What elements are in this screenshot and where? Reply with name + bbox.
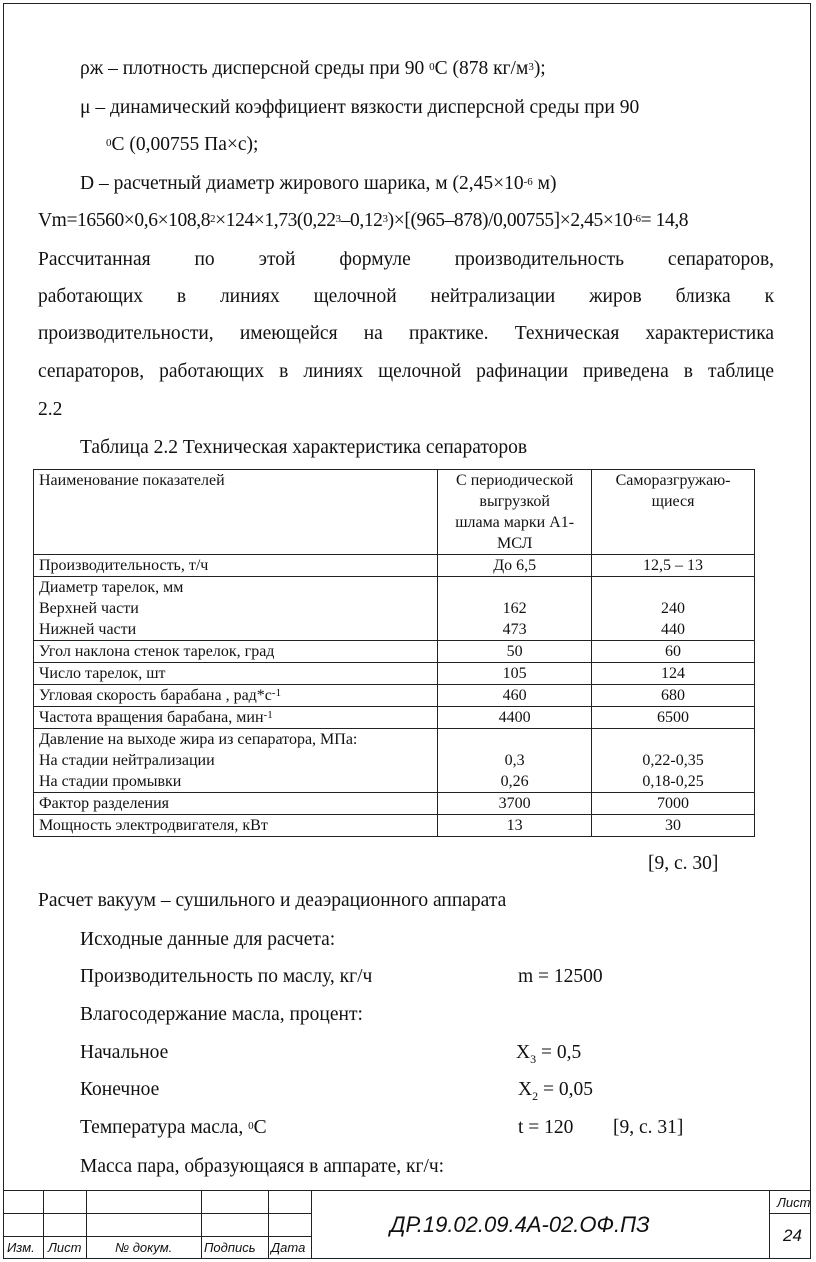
header-cell xyxy=(438,470,592,555)
table-row xyxy=(34,663,755,685)
table-cell-line: 7000 xyxy=(657,795,690,812)
productivity-value: m = 12500 xyxy=(518,966,603,987)
table-cell-line: Производительность, т/ч xyxy=(39,557,209,574)
table-cell-line xyxy=(443,729,586,750)
table-cell-line: 30 xyxy=(665,817,682,834)
steam-mass-label: Масса пара, образующаяся в аппарате, кг/ч: xyxy=(80,1156,445,1177)
moisture-label: Влагосодержание масла, процент: xyxy=(80,1004,363,1025)
table-cell-line: 3700 xyxy=(498,795,531,812)
paragraph-last: 2.2 xyxy=(38,399,63,420)
table-cell-line: 473 xyxy=(502,621,527,638)
table-cell-line: 105 xyxy=(502,665,527,682)
table-cell-line: 0,18-0,25 xyxy=(642,773,704,790)
date-label: Дата xyxy=(271,1240,306,1255)
table-cell-line: 60 xyxy=(665,643,682,660)
table-row xyxy=(34,641,755,663)
table-cell-line: щиеся xyxy=(651,493,695,510)
table-cell-line: Угловая скорость барабана , $рад*с^{-1}$ xyxy=(39,687,282,704)
table-cell-line xyxy=(597,729,749,750)
table-cell-line: Нижней части xyxy=(39,621,137,638)
table-cell-line: 124 xyxy=(661,665,686,682)
table-cell-line: Саморазгружаю- xyxy=(615,472,731,489)
table-cell-line: Число тарелок, шт xyxy=(39,665,166,682)
table-cell-line: 6500 xyxy=(657,709,690,726)
temperature-label: Температура масла, $^0$С xyxy=(80,1117,267,1138)
table-cell-line: 0,3 xyxy=(504,752,525,769)
table-cell-line: Фактор разделения xyxy=(39,795,170,812)
document-code: ДР.19.02.09.4А-02.ОФ.ПЗ xyxy=(390,1212,650,1237)
doc-number-label: № докум. xyxy=(115,1240,173,1255)
table-row xyxy=(34,707,755,729)
rho-line: ρж – плотность дисперсной среды при 90 $^0$С (878 $кг/м^3$); xyxy=(80,58,546,79)
end-label: Конечное xyxy=(80,1079,160,1100)
table-cell-line: 13 xyxy=(506,817,523,834)
table-cell-line: Мощность электродвигателя, кВт xyxy=(39,817,268,834)
table-cell-line xyxy=(443,577,586,598)
paragraph-line: сепараторов, работающих в линиях щелочной рафинации приведена в таблице xyxy=(38,361,775,382)
table-cell-line: 680 xyxy=(661,687,686,704)
paragraph-line: производительности, имеющейся на практике. Техническая характеристика xyxy=(38,323,775,344)
section-title: Расчет вакуум – сушильного и деаэрационного аппарата xyxy=(38,890,507,911)
start-value: $X_3 = 0,5$ xyxy=(516,1042,582,1066)
paragraph-line: Рассчитанная по этой формуле производительность сепараторов, xyxy=(38,249,775,270)
temperature-value: t = 120 xyxy=(518,1117,574,1138)
table-cell-line: 4400 xyxy=(498,709,531,726)
vm-formula: $Vm=16560\times 0,6\times 108,8^2\times 124\times 1,73(0,22^3-0,12^3)\times[(965-878)/0,00755]\times 2,45\times 10^{-6}= 14,8$ xyxy=(38,210,689,231)
table-cell-line: 0,22-0,35 xyxy=(642,752,704,769)
izm-label: Изм. xyxy=(7,1240,35,1255)
header-cell xyxy=(592,470,755,555)
table-row xyxy=(34,685,755,707)
initial-data-label: Исходные данные для расчета: xyxy=(80,929,336,950)
table-reference: [9, с. 30] xyxy=(648,853,719,874)
table-row xyxy=(34,815,755,837)
table-cell-line: Диаметр тарелок, мм xyxy=(39,579,184,596)
table-cell-line: Угол наклона стенок тарелок, град xyxy=(39,643,275,660)
header-cell: Наименование показателей xyxy=(34,470,438,555)
list-label: Лист xyxy=(48,1240,82,1255)
signature-label: Подпись xyxy=(204,1240,256,1255)
table-cell-line: 460 xyxy=(502,687,527,704)
table-cell-line: 50 xyxy=(506,643,523,660)
table-cell-line: МСЛ xyxy=(496,535,533,552)
table-cell-line: шлама марки А1- xyxy=(455,514,575,531)
diameter-line: D – расчетный диаметр жирового шарика, м ($2,45\times 10^{-6}$ м) xyxy=(80,173,557,194)
table-cell-line: Верхней части xyxy=(39,600,139,617)
start-label: Начальное xyxy=(80,1042,169,1063)
table-row xyxy=(34,577,755,641)
table-header-row xyxy=(34,470,755,555)
table-cell-line: 0,26 xyxy=(500,773,529,790)
end-value: $X_2 = 0,05$ xyxy=(518,1079,593,1103)
table-cell-line: Частота вращения барабана, мин$^{-1}$ xyxy=(39,709,273,726)
mu-line: μ – динамический коэффициент вязкости дисперсной среды при 90 xyxy=(80,97,640,118)
table-cell-line: 240 xyxy=(661,600,686,617)
productivity-label: Производительность по маслу, кг/ч xyxy=(80,966,373,987)
table-row xyxy=(34,793,755,815)
sheet-label: Лист xyxy=(777,1195,811,1210)
table-cell-line xyxy=(597,577,749,598)
table-cell-line: 162 xyxy=(502,600,527,617)
table-cell-line: На стадии нейтрализации xyxy=(39,752,215,769)
table-cell-line: 12,5 – 13 xyxy=(643,557,704,574)
table-cell-line: выгрузкой xyxy=(479,493,550,510)
paragraph-line: работающих в линиях щелочной нейтрализации жиров близка к xyxy=(38,286,775,307)
spec-table xyxy=(33,469,755,837)
sheet-number: 24 xyxy=(783,1226,802,1245)
table-caption: Таблица 2.2 Техническая характеристика сепараторов xyxy=(80,437,528,458)
table-cell-line: 440 xyxy=(661,621,686,638)
table-row xyxy=(34,555,755,577)
mu-line-cont: $^0$С (0,00755 Па×с); xyxy=(106,134,259,155)
table-row xyxy=(34,729,755,793)
table-cell-line: На стадии промывки xyxy=(39,773,182,790)
table-cell-line: Давление на выходе жира из сепаратора, МПа: xyxy=(39,731,358,748)
temperature-reference: [9, с. 31] xyxy=(613,1117,684,1138)
table-cell-line: До 6,5 xyxy=(493,557,537,574)
table-cell-line: С периодической xyxy=(456,472,574,489)
